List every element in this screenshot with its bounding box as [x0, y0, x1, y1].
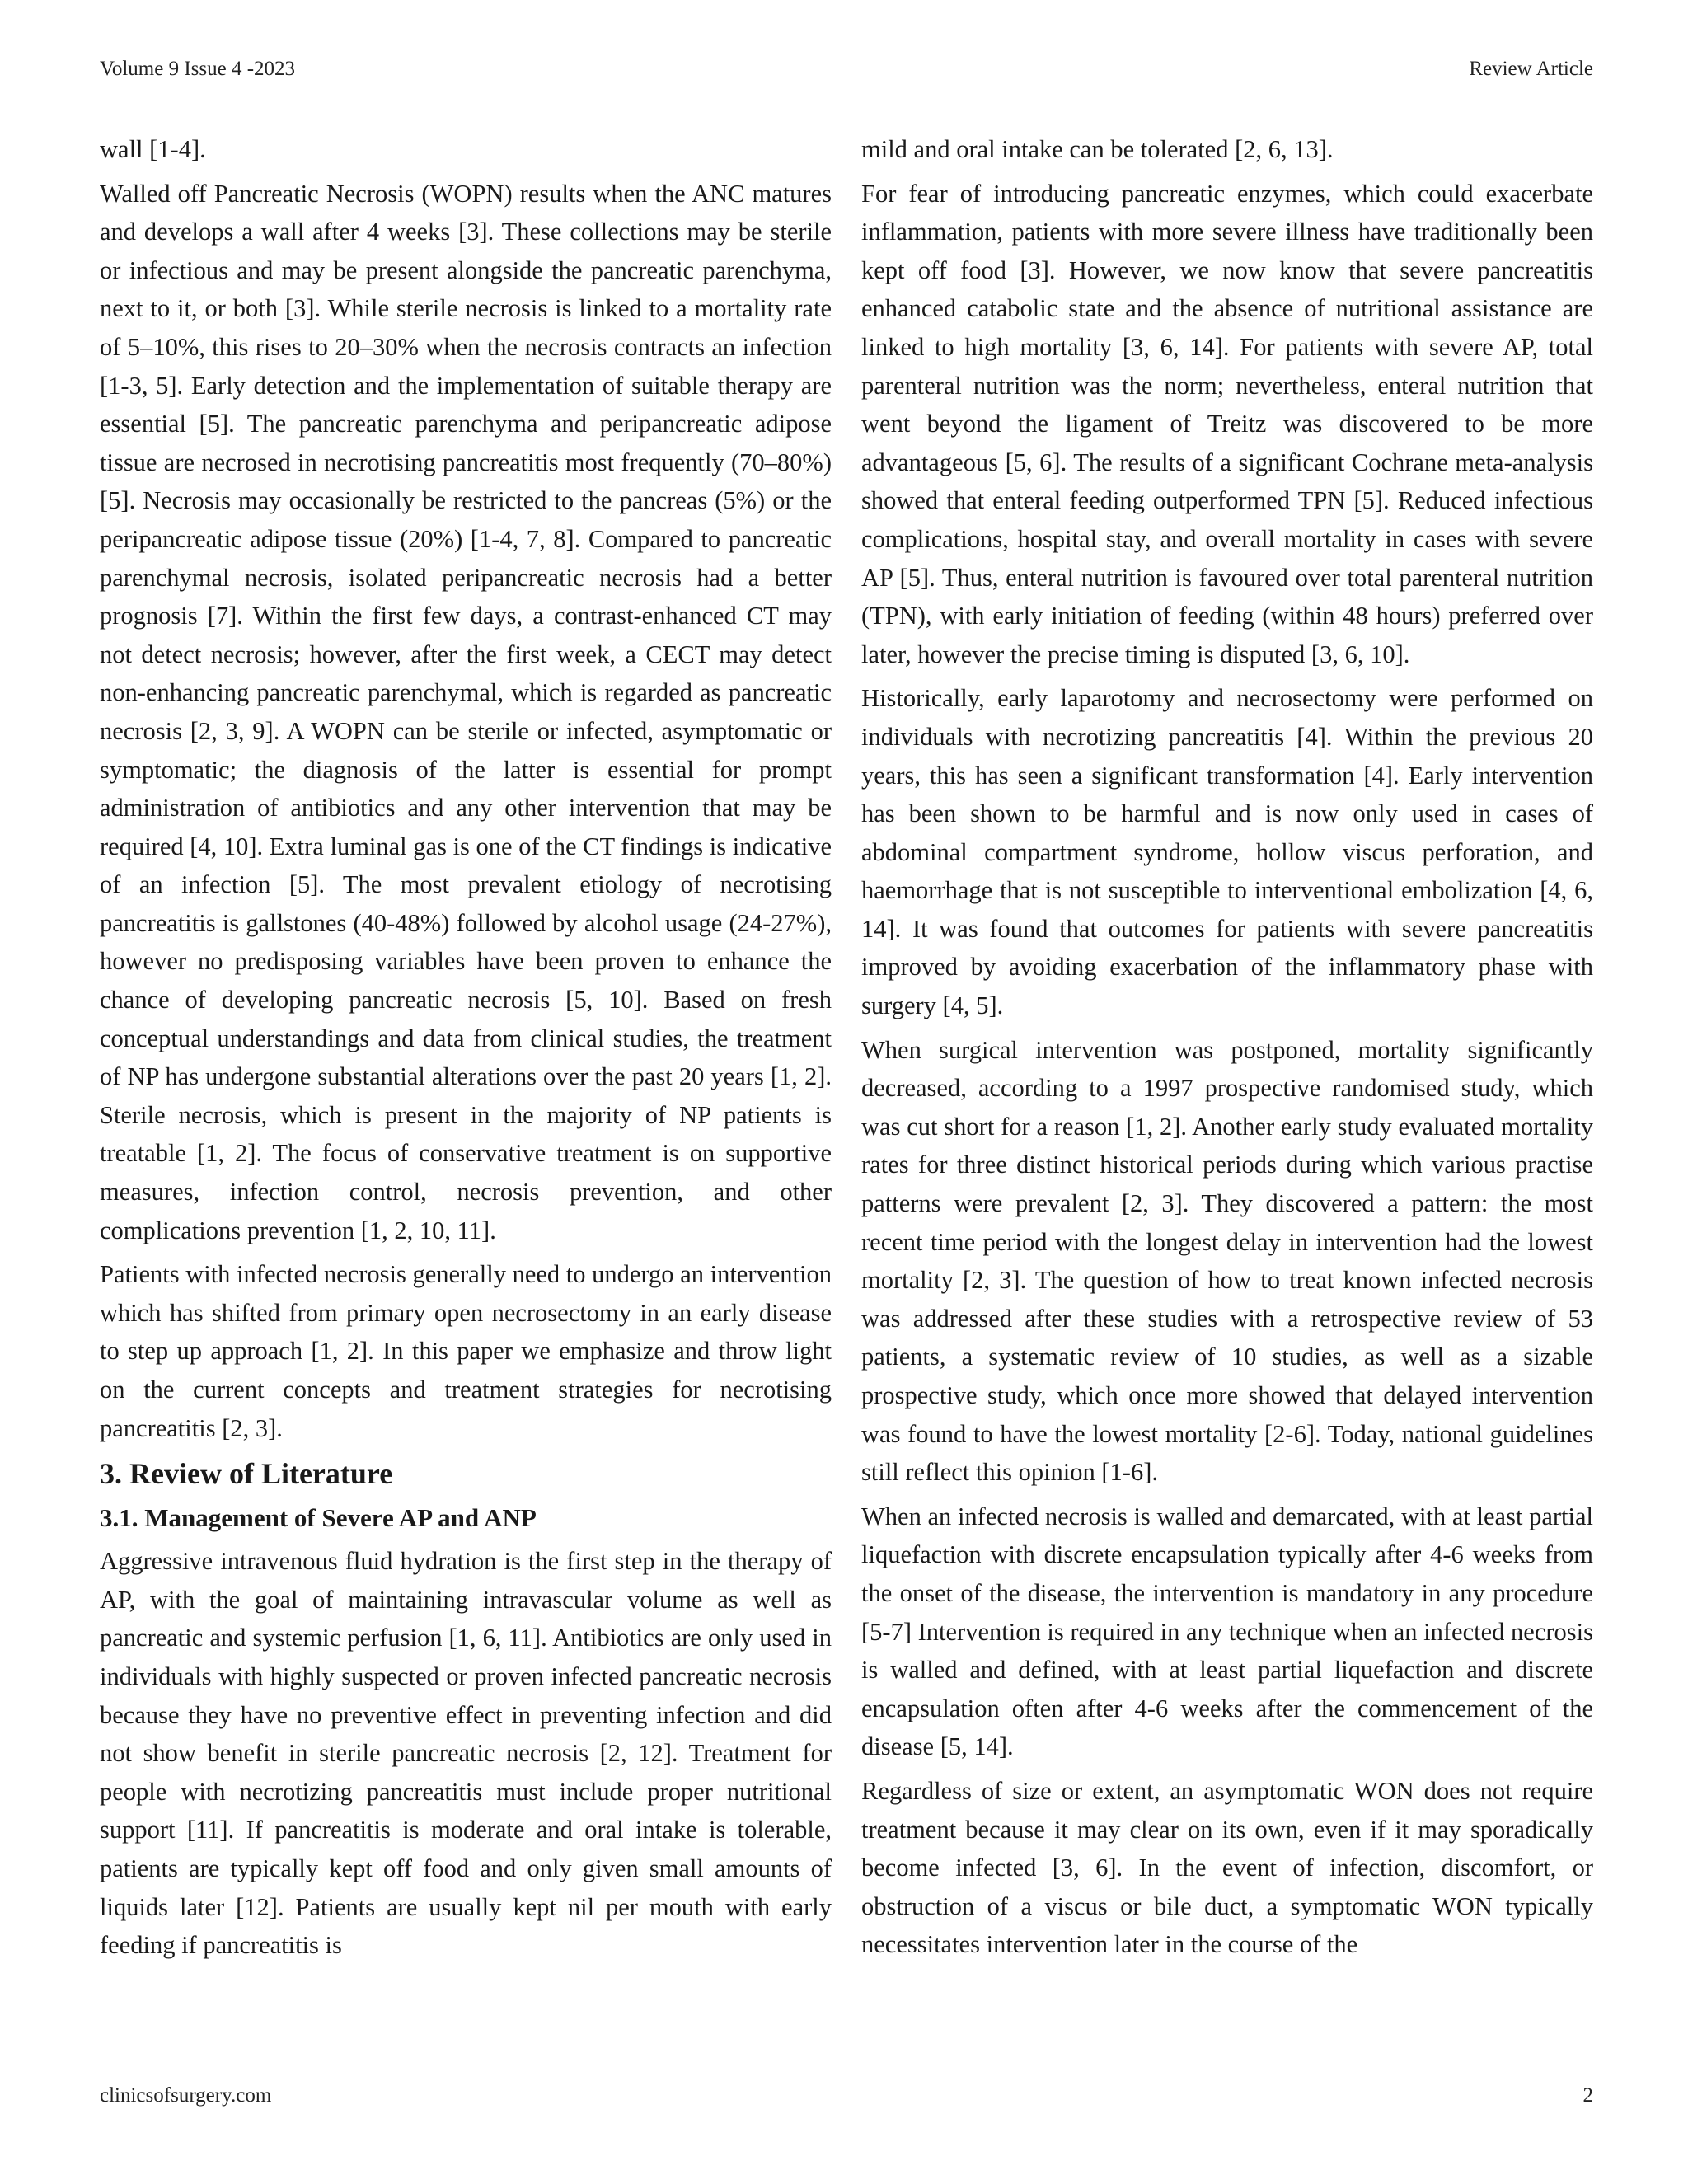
paragraph: When an infected necrosis is walled and demarcated, with at least partial liquefaction with discrete encapsulation typically after 4-6 weeks from the onset of the disease, the intervention is mandatory in any procedure [5-7] Intervention is required in any technique when an infected necrosis is walled and defined, with at least partial liquefaction and discrete encapsulation often after 4-6 weeks after the commencement of the disease [5, 14]. [861, 1502, 1593, 1761]
paragraph: Historically, early laparotomy and necrosectomy were performed on individuals with necrotizing pancreatitis [4]. Within the previous 20 years, this has seen a significant transformation [4]. Early intervention has been shown to be harmful and is now only used in cases of abdominal compartment syndrome, hollow viscus perforation, and haemorrhage that is not susceptible to interventional embolization [4, 6, 14]. It was found that outcomes for patients with severe pancreatitis improved by avoiding exacerbation of the inflammatory phase with surgery [4, 5]. [861, 684, 1593, 1020]
subsection-heading: 3.1. Management of Severe AP and ANP [100, 1503, 537, 1533]
left-text-column [100, 130, 832, 1971]
paragraph: wall [1-4]. [100, 135, 206, 163]
paragraph: Aggressive intravenous fluid hydration is the first step in the therapy of AP, with the goal of maintaining intravascular volume as well as pancreatic and systemic perfusion [1, 6, 11]. Antibiotics are only used in individuals with highly suspected or proven infected pancreatic necrosis because they have no preventive effect in preventing infection and did not show benefit in sterile pancreatic necrosis [2, 12]. Treatment for people with necrotizing pancreatitis must include proper nutritional support [11]. If pancreatitis is moderate and oral intake is tolerable, patients are typically kept off food and only given small amounts of liquids later [12]. Patients are usually kept nil per mouth with early feeding if pancreatitis is [100, 1547, 832, 1960]
paragraph: Regardless of size or extent, an asymptomatic WON does not require treatment because it may clear on its own, even if it may sporadically become infected [3, 6]. In the event of infection, discomfort, or obstruction of a viscus or bile duct, a symptomatic WON typically necessitates intervention later in the course of the [861, 1776, 1593, 1959]
paragraph: When surgical intervention was postponed, mortality significantly decreased, according to a 1997 prospective randomised study, which was cut short for a reason [1, 2]. Another early study evaluated mortality rates for three distinct historical periods during which various practise patterns were prevalent [2, 3]. They discovered a pattern: the most recent time period with the longest delay in intervention had the lowest mortality [2, 3]. The question of how to treat known infected necrosis was addressed after these studies with a retrospective review of 53 patients, a systematic review of 10 studies, as well as a sizable prospective study, which once more showed that delayed intervention was found to have the lowest mortality [2-6]. Today, national guidelines still reflect this opinion [1-6]. [861, 1035, 1593, 1487]
article-type-label: Review Article [1469, 58, 1593, 80]
paragraph: For fear of introducing pancreatic enzymes, which could exacerbate inflammation, patients with more severe illness have traditionally been kept off food [3]. However, we now know that severe pancreatitis enhanced catabolic state and the absence of nutritional assistance are linked to high mortality [3, 6, 14]. For patients with severe AP, total parenteral nutrition was the norm; nevertheless, enteral nutrition that went beyond the ligament of Treitz was discovered to be more advantageous [5, 6]. The results of a significant Cochrane meta-analysis showed that enteral feeding outperformed TPN [5]. Reduced infectious complications, hospital stay, and overall mortality in cases with severe AP [5]. Thus, enteral nutrition is favoured over total parenteral nutrition (TPN), with early initiation of feeding (within 48 hours) preferred over later, however the precise timing is disputed [3, 6, 10]. [861, 179, 1593, 668]
journal-volume-issue: Volume 9 Issue 4 -2023 [100, 58, 296, 80]
section-heading: 3. Review of Literature [100, 1457, 393, 1491]
page-number: 2 [1582, 2084, 1593, 2107]
footer-website-link[interactable]: clinicsofsurgery.com [100, 2084, 272, 2107]
paragraph: mild and oral intake can be tolerated [2, 6, 13]. [861, 135, 1334, 163]
paragraph: Walled off Pancreatic Necrosis (WOPN) results when the ANC matures and develops a wall after 4 weeks [3]. These collections may be sterile or infectious and may be present alongside the pancreatic parenchyma, next to it, or both [3]. While sterile necrosis is linked to a mortality rate of 5–10%, this rises to 20–30% when the necrosis contracts an infection [1-3, 5]. Early detection and the implementation of suitable therapy are essential [5]. The pancreatic parenchyma and peripancreatic adipose tissue are necrosed in necrotising pancreatitis most frequently (70–80%) [5]. Necrosis may occasionally be restricted to the pancreas (5%) or the peripancreatic adipose tissue (20%) [1-4, 7, 8]. Compared to pancreatic parenchymal necrosis, isolated peripancreatic necrosis had a better prognosis [7]. Within the first few days, a contrast-enhanced CT may not detect necrosis; however, after the first week, a CECT may detect non-enhancing pancreatic parenchymal, which is regarded as pancreatic necrosis [2, 3, 9]. A WOPN can be sterile or infected, asymptomatic or symptomatic; the diagnosis of the latter is essential for prompt administration of antibiotics and any other intervention that may be required [4, 10]. Extra luminal gas is one of the CT findings is indicative of an infection [5]. The most prevalent etiology of necrotising pancreatitis is gallstones (40-48%) followed by alcohol usage (24-27%), however no predisposing variables have been proven to enhance the chance of developing pancreatic necrosis [5, 10]. Based on fresh conceptual understandings and data from clinical studies, the treatment of NP has undergone substantial alterations over the past 20 years [1, 2]. Sterile necrosis, which is present in the majority of NP patients is treatable [1, 2]. The focus of conservative treatment is on supportive measures, infection control, necrosis prevention, and other complications prevention [1, 2, 10, 11]. [100, 179, 832, 1244]
paragraph: Patients with infected necrosis generally need to undergo an intervention which has shifted from primary open necrosectomy in an early disease to step up approach [1, 2]. In this paper we emphasize and throw light on the current concepts and treatment strategies for necrotising pancreatitis [2, 3]. [100, 1260, 832, 1442]
right-text-column [861, 130, 1593, 1970]
